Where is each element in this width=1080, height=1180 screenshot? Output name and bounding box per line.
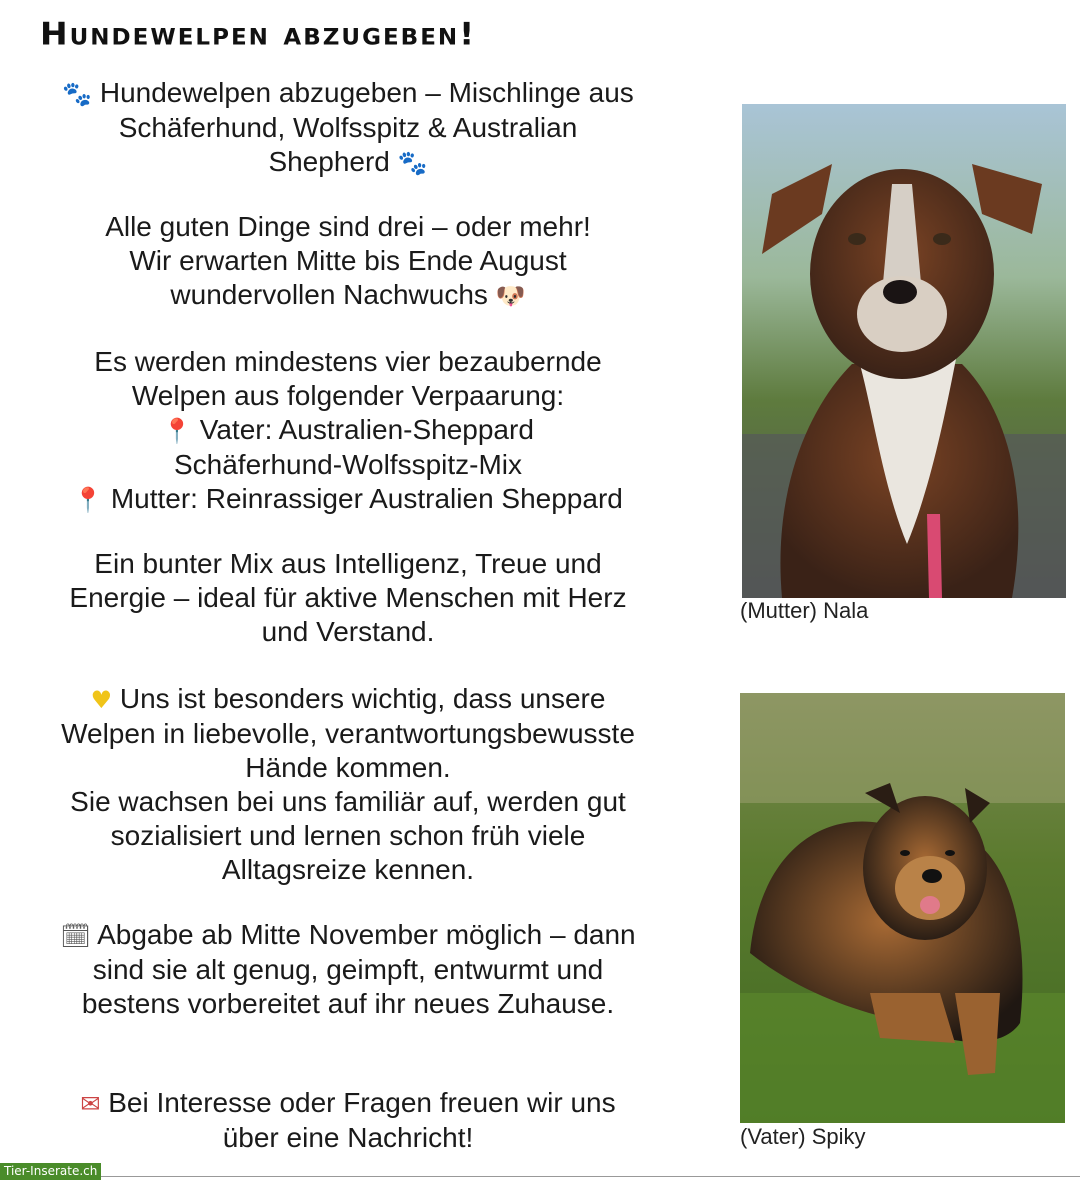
heart-icon: ♥ — [90, 686, 113, 714]
litter-line-1: Alle guten Dinge sind drei – oder mehr! — [105, 211, 591, 242]
pin-icon: 📍 — [162, 417, 192, 445]
care-line-5: sozialisiert und lernen schon früh viele — [110, 820, 586, 851]
care-paragraph — [30, 682, 666, 887]
care-line-2: Welpen in liebevolle, verantwortungsbewusste — [61, 718, 635, 749]
contact-line-2: über eine Nachricht! — [222, 1122, 474, 1153]
mix-line-2: Energie – ideal für aktive Menschen mit Herz — [69, 582, 627, 613]
contact-paragraph — [30, 1086, 666, 1155]
page-title: Hundewelpen abzugeben! — [40, 14, 477, 53]
mother-caption: (Mutter) Nala — [740, 598, 869, 623]
father-line-2: Schäferhund-Wolfsspitz-Mix — [173, 449, 523, 480]
intro-line-1: Hundewelpen abzugeben – Mischlinge aus — [99, 77, 634, 108]
intro-line-2: Schäferhund, Wolfsspitz & Australian — [118, 112, 578, 143]
mix-line-3: und Verstand. — [261, 616, 435, 647]
handover-paragraph — [30, 918, 666, 1021]
mix-paragraph — [30, 547, 666, 649]
care-line-6: Alltagsreize kennen. — [221, 854, 475, 885]
watermark-badge: Tier-Inserate.ch — [0, 1163, 101, 1180]
parents-line-2: Welpen aus folgender Verpaarung: — [131, 380, 565, 411]
intro-line-3: Shepherd — [268, 146, 390, 177]
litter-line-3: wundervollen Nachwuchs — [170, 279, 488, 310]
father-line-1: Vater: Australien-Sheppard — [199, 414, 534, 445]
contact-line-1: Bei Interesse oder Fragen freuen wir uns — [108, 1087, 616, 1118]
calendar-icon: 🗓 — [60, 922, 91, 950]
mother-photo — [742, 104, 1066, 598]
dog-face-icon: 🐶 — [495, 282, 526, 310]
father-caption: (Vater) Spiky — [740, 1124, 866, 1149]
litter-line-2: Wir erwarten Mitte bis Ende August — [129, 245, 567, 276]
mother-line: Mutter: Reinrassiger Australien Sheppard — [110, 483, 623, 514]
father-dog-image — [740, 693, 1065, 1123]
father-photo — [740, 693, 1065, 1123]
mix-line-1: Ein bunter Mix aus Intelligenz, Treue und — [94, 548, 602, 579]
care-line-1: Uns ist besonders wichtig, dass unsere — [119, 683, 606, 714]
care-line-3: Hände kommen. — [245, 752, 451, 783]
intro-paragraph — [30, 76, 666, 180]
pin-icon: 📍 — [73, 486, 104, 514]
paw-icon: 🐾 — [397, 149, 428, 177]
handover-line-2: sind sie alt genug, geimpft, entwurmt und — [92, 954, 604, 985]
handover-line-3: bestens vorbereitet auf ihr neues Zuhause. — [81, 988, 615, 1019]
litter-paragraph — [30, 210, 666, 313]
paw-icon: 🐾 — [62, 80, 93, 108]
parents-line-1: Es werden mindestens vier bezaubernde — [94, 346, 602, 377]
care-line-4: Sie wachsen bei uns familiär auf, werden gut — [70, 786, 626, 817]
footer-divider — [98, 1176, 1080, 1177]
envelope-icon: ✉ — [80, 1090, 101, 1118]
mother-dog-image — [742, 104, 1066, 598]
parents-paragraph — [30, 345, 666, 517]
handover-line-1: Abgabe ab Mitte November möglich – dann — [97, 919, 636, 950]
